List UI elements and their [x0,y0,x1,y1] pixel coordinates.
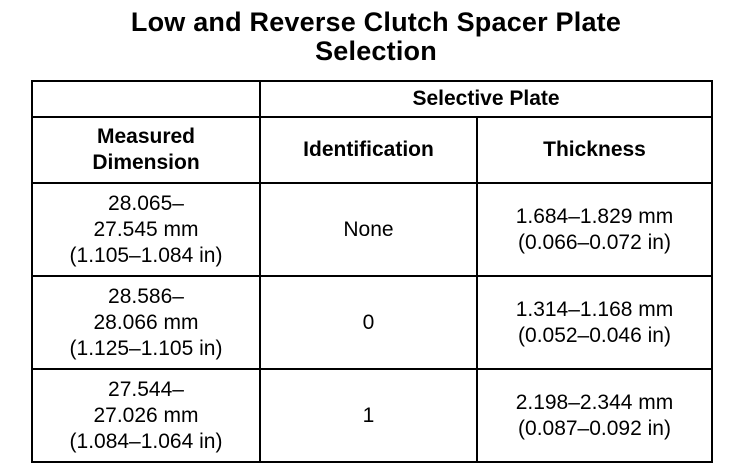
identification-cell: 1 [260,369,477,462]
spacer-plate-table [31,80,713,463]
measured-line: 28.066 mm [93,310,199,334]
thickness-cell [477,369,712,462]
table-row [32,276,712,369]
measured-line: 28.065– [108,191,184,215]
measured-dimension-cell [32,369,260,462]
measured-line: 27.545 mm [93,217,199,241]
measured-dimension-cell [32,276,260,369]
title-line-1: Low and Reverse Clutch Spacer Plate [130,7,622,37]
measured-dimension-cell [32,183,260,276]
selective-plate-header: Selective Plate [260,81,712,117]
measured-line: 27.544– [108,377,184,401]
thickness-line: (0.052–0.046 in) [518,323,671,347]
identification-cell: None [260,183,477,276]
thickness-line: 2.198–2.344 mm [515,390,674,414]
title-line-2: Selection [315,36,437,66]
thickness-header: Thickness [477,117,712,183]
identification-header: Identification [260,117,477,183]
thickness-line: 1.314–1.168 mm [515,297,674,321]
measured-dimension-header [32,117,260,183]
table-header-row [32,117,712,183]
identification-cell: 0 [260,276,477,369]
thickness-cell [477,276,712,369]
empty-corner-cell [32,81,260,117]
thickness-line: (0.066–0.072 in) [518,230,671,254]
measured-line: (1.105–1.084 in) [69,243,223,267]
table-row [32,183,712,276]
measured-line: (1.125–1.105 in) [69,336,223,360]
measured-line: 27.026 mm [93,403,199,427]
thickness-line: (0.087–0.092 in) [518,416,671,440]
thickness-cell [477,183,712,276]
measured-header-line-1: Measured [96,125,196,148]
thickness-line: 1.684–1.829 mm [515,204,674,228]
page-title [0,8,752,66]
table-group-header-row [32,81,712,117]
measured-header-line-2: Dimension [92,151,200,174]
measured-line: 28.586– [108,284,184,308]
measured-line: (1.084–1.064 in) [69,429,223,453]
table-row [32,369,712,462]
